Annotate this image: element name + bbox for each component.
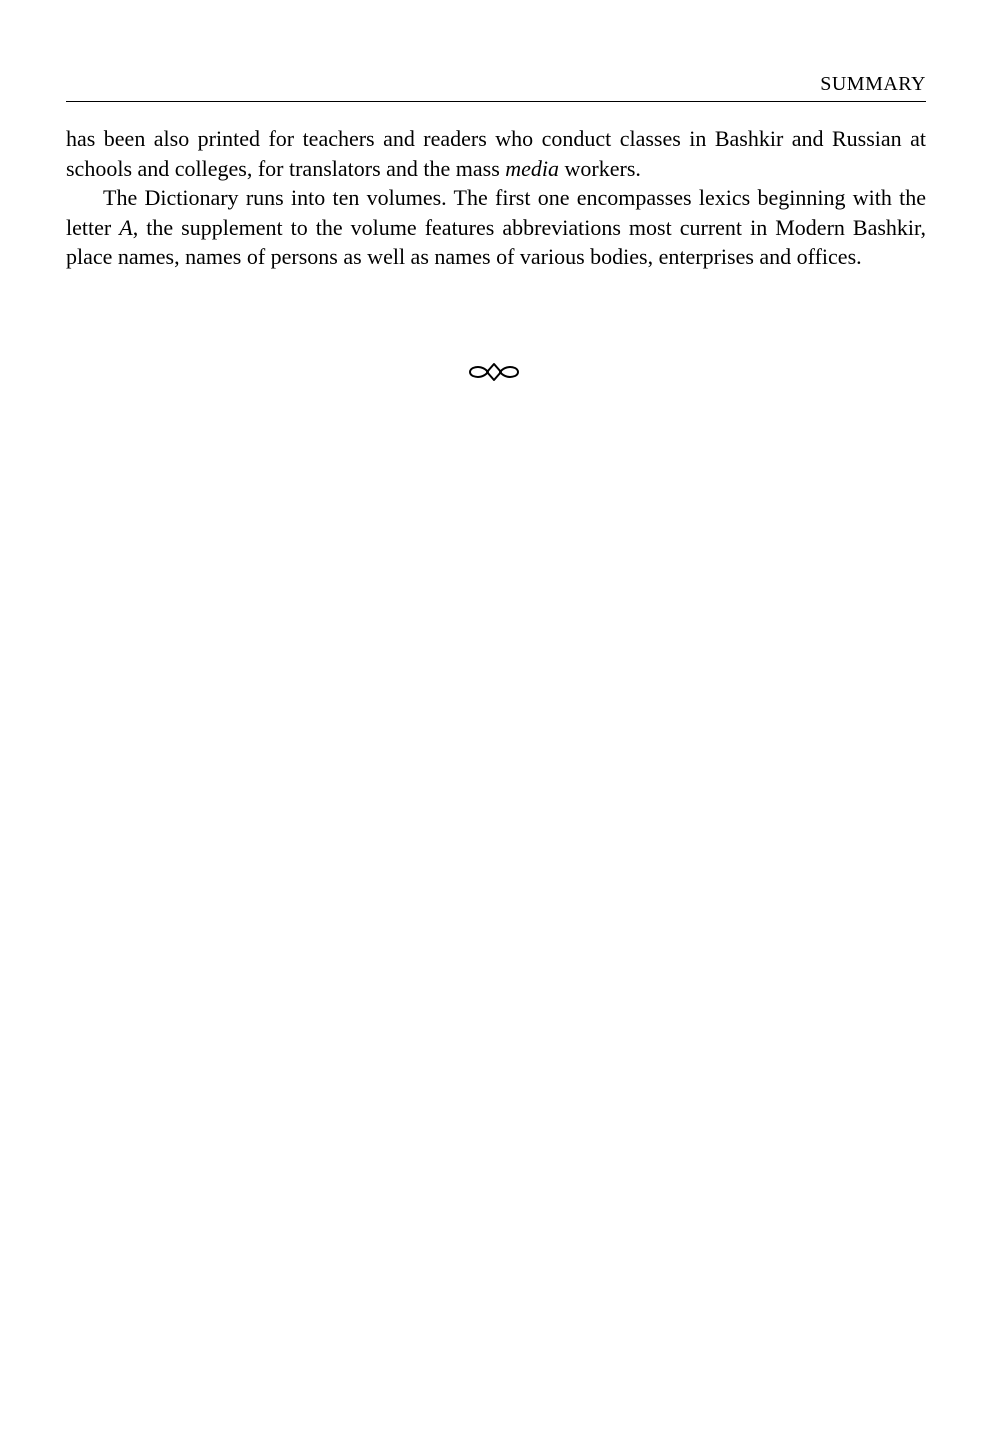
running-head: SUMMARY	[820, 73, 926, 95]
paragraph-2	[66, 183, 926, 272]
paragraph-1-italic: media	[505, 155, 560, 181]
paragraph-2-text-a: The Dictionary runs into ten volumes. The first one encompasses lexics beginning with the letter	[66, 185, 926, 240]
body-text	[66, 124, 926, 272]
fleuron-ornament-icon	[464, 360, 524, 384]
paragraph-2-italic: A	[119, 214, 133, 240]
header-rule	[66, 101, 926, 102]
paragraph-1	[66, 124, 926, 183]
paragraph-2-text-b: , the supplement to the volume features abbreviations most current in Modern Bashkir, place names, names of persons as well as names of various bodies, enterprises and offices.	[66, 214, 926, 269]
paragraph-1-text-a: has been also printed for teachers and readers who conduct classes in Bashkir and Russian at schools and colleges, for translators and the mass	[66, 126, 926, 181]
paragraph-1-text-b: workers.	[559, 155, 641, 181]
